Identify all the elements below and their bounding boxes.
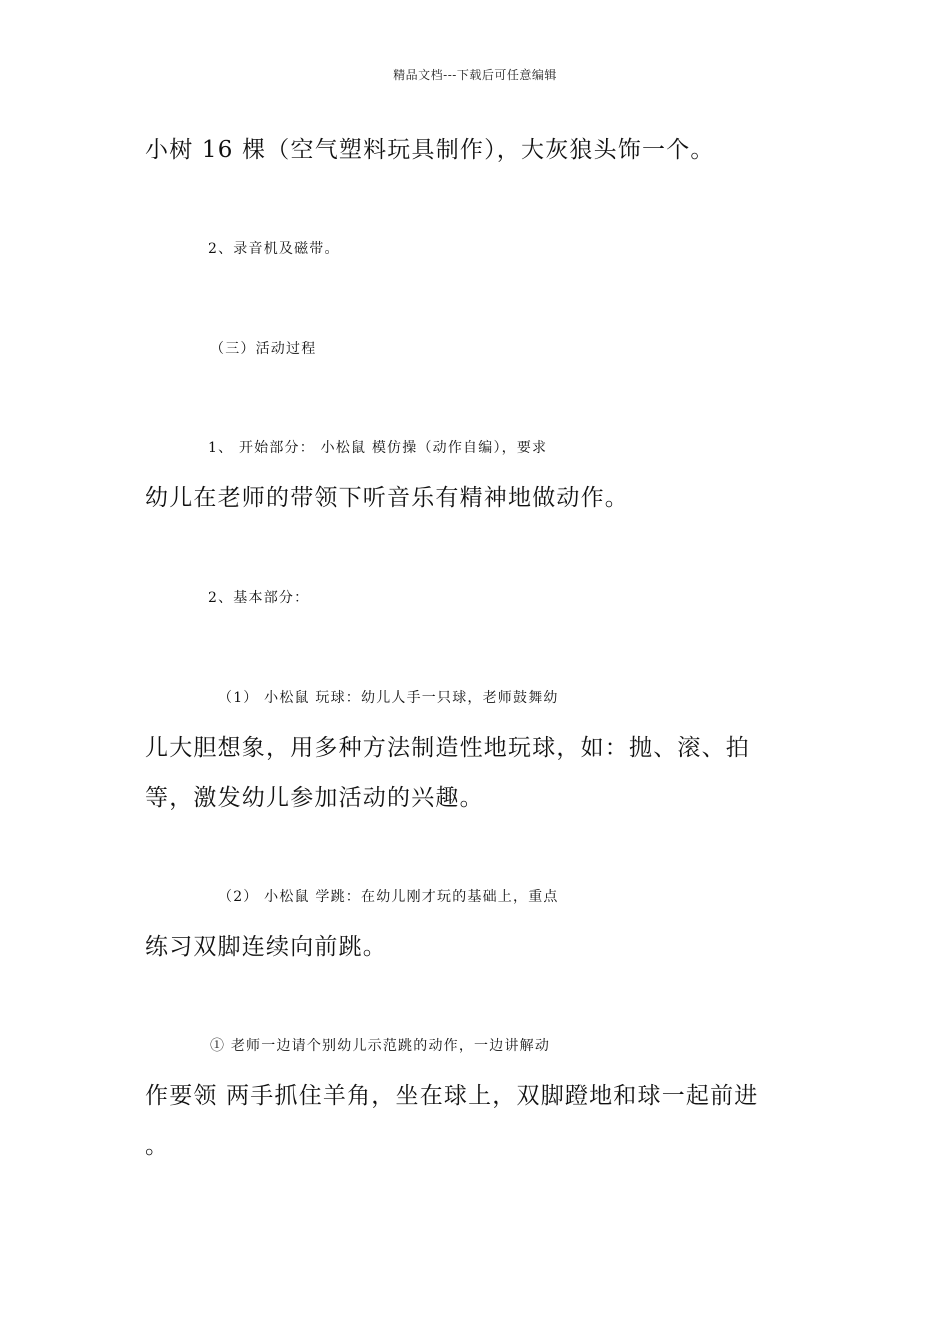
paragraph-line: （2） 小松鼠 学跳：在幼儿刚才玩的基础上，重点 [218,889,559,905]
paragraph-line: 儿大胆想象，用多种方法制造性地玩球，如：抛、滚、拍 [145,735,750,761]
paragraph-line: 1、 开始部分： 小松鼠 模仿操（动作自编），要求 [208,440,548,456]
paragraph-line: 幼儿在老师的带领下听音乐有精神地做动作。 [145,485,629,511]
paragraph-line: ① 老师一边请个别幼儿示范跳的动作，一边讲解动 [210,1038,551,1054]
paragraph-line: 练习双脚连续向前跳。 [145,934,387,960]
paragraph-line: 作要领 两手抓住羊角，坐在球上，双脚蹬地和球一起前进 [145,1083,759,1109]
page-header: 精品文档---下载后可任意编辑 [393,68,557,82]
paragraph-line: 2、基本部分： [208,590,310,606]
paragraph-line: 2、录音机及磁带。 [208,241,340,257]
section-heading: （三）活动过程 [210,341,317,357]
paragraph-line: 小树 16 棵（空气塑料玩具制作），大灰狼头饰一个。 [145,137,715,163]
paragraph-line: 等，激发幼儿参加活动的兴趣。 [145,785,484,811]
paragraph-line: 。 [145,1133,170,1159]
paragraph-line: （1） 小松鼠 玩球：幼儿人手一只球，老师鼓舞幼 [218,690,559,706]
